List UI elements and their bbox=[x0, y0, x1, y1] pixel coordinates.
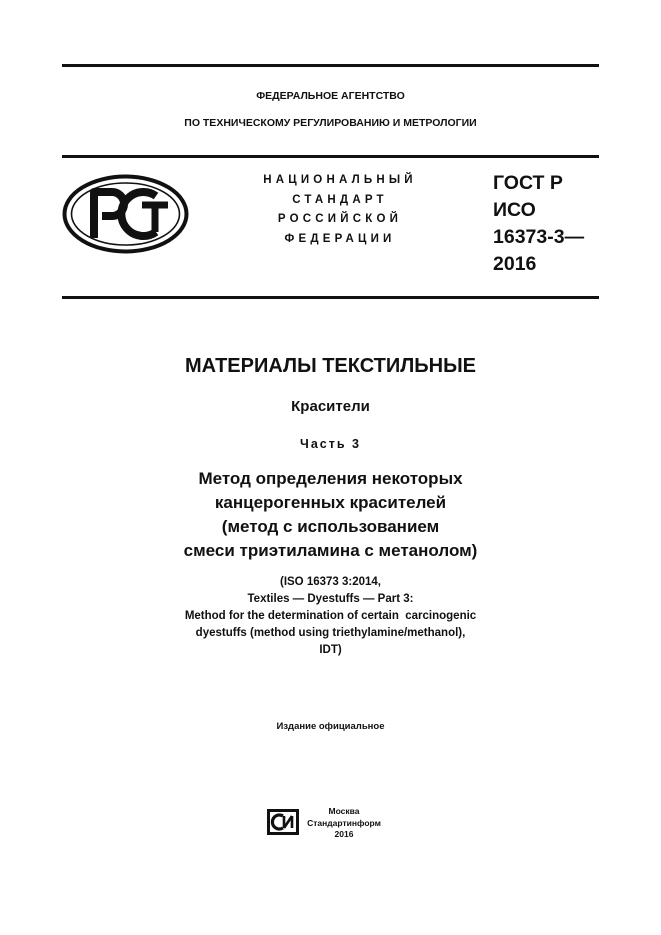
rst-logo-icon bbox=[62, 174, 189, 254]
national-line: РОССИЙСКОЙ bbox=[277, 213, 403, 225]
main-title: МАТЕРИАЛЫ ТЕКСТИЛЬНЫЕ bbox=[184, 355, 477, 377]
method-line: Метод определения некоторых bbox=[198, 469, 463, 488]
iso-line: Method for the determination of certain carcinogenic bbox=[184, 610, 477, 622]
standartinform-logo-icon bbox=[266, 808, 300, 836]
method-title bbox=[62, 467, 599, 563]
designation-line: ИСО bbox=[493, 199, 536, 221]
designation-line: ГОСТ Р bbox=[493, 172, 563, 194]
top-rule bbox=[62, 64, 599, 67]
national-line: ФЕДЕРАЦИИ bbox=[284, 232, 396, 245]
designation-line: 2016 bbox=[493, 253, 537, 275]
standard-designation bbox=[493, 170, 584, 278]
national-line: СТАНДАРТ bbox=[292, 193, 388, 206]
publisher-line: Москва bbox=[328, 806, 360, 816]
designation-line: 16373-3— bbox=[493, 226, 585, 248]
iso-line: (ISO 16373 3:2014, bbox=[279, 576, 381, 588]
iso-line: dyestuffs (method using triethylamine/methanol), bbox=[195, 627, 466, 639]
part-label: Часть 3 bbox=[300, 437, 361, 451]
subtitle: Красители bbox=[291, 398, 370, 415]
standard-block-bottom-rule bbox=[62, 296, 599, 299]
publisher-info bbox=[304, 806, 384, 841]
publisher-line: Стандартинформ bbox=[307, 817, 381, 828]
agency-line-2: ПО ТЕХНИЧЕСКОМУ РЕГУЛИРОВАНИЮ И МЕТРОЛОГИИ bbox=[184, 117, 477, 129]
standard-block-top-rule bbox=[62, 155, 599, 158]
iso-reference bbox=[62, 574, 599, 659]
iso-line: IDT) bbox=[319, 644, 342, 656]
national-line: НАЦИОНАЛЬНЫЙ bbox=[263, 174, 417, 186]
publisher-line: 2016 bbox=[334, 829, 354, 839]
agency-line-1: ФЕДЕРАЛЬНОЕ АГЕНТСТВО bbox=[256, 90, 405, 102]
method-line: смеси триэтиламина с метанолом) bbox=[183, 541, 478, 560]
edition-label: Издание официальное bbox=[276, 721, 385, 732]
iso-line: Textiles — Dyestuffs — Part 3: bbox=[247, 593, 414, 605]
method-line: канцерогенных красителей bbox=[214, 493, 447, 512]
national-standard-text bbox=[240, 171, 440, 249]
method-line: (метод с использованием bbox=[221, 517, 440, 536]
